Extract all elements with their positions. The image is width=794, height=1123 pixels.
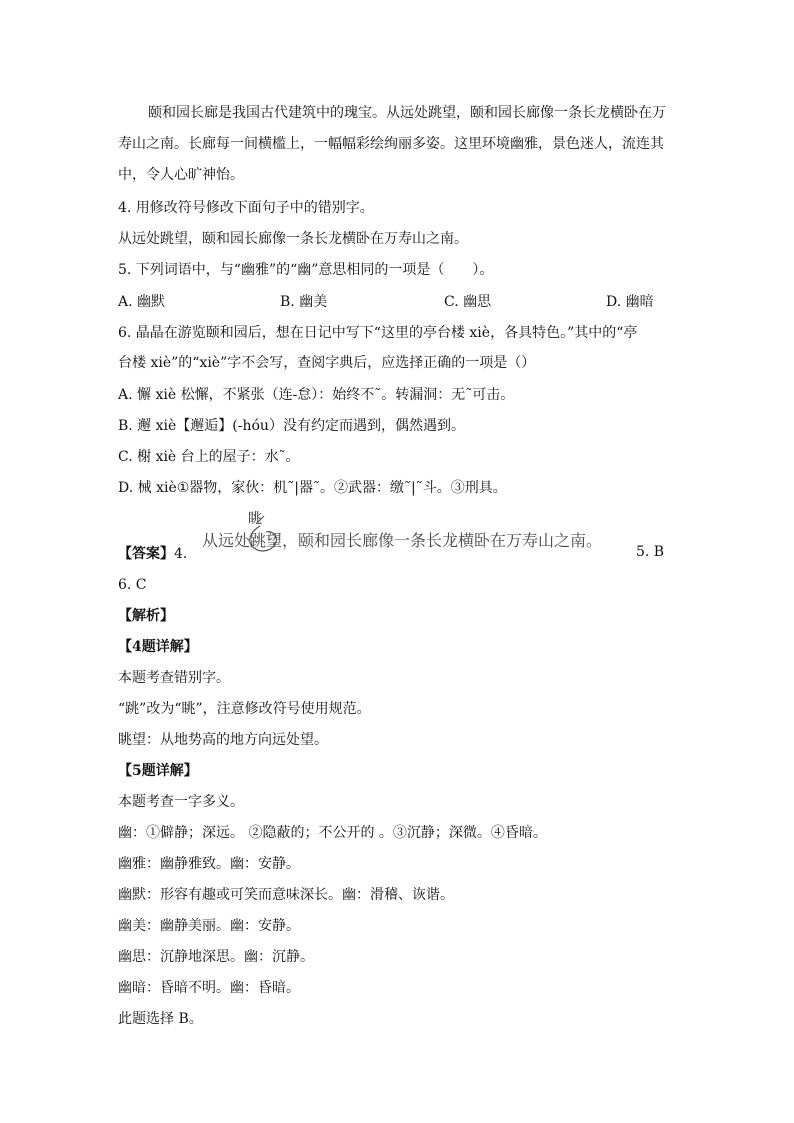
question-5-option-b: B. 幽美 — [280, 294, 328, 310]
correction-character: 眺 — [248, 511, 262, 527]
answer-4-correction-graphic — [194, 508, 614, 556]
question-4-title: 4. 用修改符号修改下面句子中的错别字。 — [118, 200, 374, 216]
analysis-5-heading: 【5题详解】 — [118, 763, 198, 779]
analysis-5-line-3: 幽雅：幽静雅致。幽：安静。 — [118, 856, 300, 872]
question-5-option-d: D. 幽暗 — [606, 294, 654, 310]
analysis-5-line-6: 幽思：沉静地深思。幽：沉静。 — [118, 949, 314, 965]
analysis-4-line-1: 本题考查错别字。 — [118, 670, 230, 686]
analysis-5-line-2: 幽：①僻静；深远。 ②隐蔽的；不公开的 。③沉静；深微。④昏暗。 — [118, 825, 547, 841]
analysis-5-line-8: 此题选择 B。 — [118, 1011, 203, 1027]
reading-passage: 颐和园长廊是我国古代建筑中的瑰宝。从远处跳望，颐和园长廊像一条长龙横卧在万寿山之南。长廊每一间横槛上，一幅幅彩绘绚丽多姿。这里环境幽雅，景色迷人，流连其中，令人心旷神怡。 — [118, 105, 666, 183]
question-5-option-c: C. 幽思 — [444, 294, 492, 310]
question-5-option-a: A. 幽默 — [118, 294, 166, 310]
answer-label-text: 【答案】 — [118, 546, 174, 562]
question-4-sentence: 从远处跳望，颐和园长廊像一条长龙横卧在万寿山之南。 — [118, 231, 468, 247]
question-6-option-b: B. 邂 xiè【邂逅】(-hóu）没有约定而遇到，偶然遇到。 — [118, 418, 465, 434]
analysis-5-line-1: 本题考查一字多义。 — [118, 794, 244, 810]
question-6-option-a: A. 懈 xiè 松懈，不紧张（连-怠）：始终不˜。转漏洞：无˜可击。 — [118, 387, 515, 403]
analysis-5-line-4: 幽默：形容有趣或可笑而意味深长。幽：滑稽、诙谐。 — [118, 887, 454, 903]
question-6-title-line2: 台楼 xiè”的“xiè”字不会写，查阅字典后，应选择正确的一项是（） — [118, 355, 536, 371]
question-6-option-c: C. 榭 xiè 台上的屋子：水˜。 — [118, 449, 300, 465]
answer-4-number: 4. — [174, 546, 188, 562]
answer-6: 6. C — [118, 577, 147, 593]
analysis-4-line-3: 眺望：从地势高的地方向远处望。 — [118, 732, 328, 748]
question-5-title: 5. 下列词语中，与“幽雅”的“幽”意思相同的一项是（ ）。 — [118, 262, 494, 278]
analysis-label: 【解析】 — [118, 608, 174, 624]
analysis-5-line-5: 幽美：幽静美丽。幽：安静。 — [118, 918, 300, 934]
analysis-4-line-2: “跳”改为“眺”，注意修改符号使用规范。 — [118, 701, 371, 717]
question-6-option-d: D. 械 xiè①器物，家伙：机˜|器˜。②武器：缴˜|˜斗。③刑具。 — [118, 480, 507, 496]
question-5-options — [118, 291, 678, 311]
answer-label — [118, 544, 187, 564]
correction-sentence: 从远处跳望，颐和园长廊像一条长龙横卧在万寿山之南。 — [202, 531, 603, 550]
analysis-4-heading: 【4题详解】 — [118, 639, 198, 655]
analysis-5-line-7: 幽暗：昏暗不明。幽：昏暗。 — [118, 980, 300, 996]
answer-5: 5. B — [636, 544, 665, 560]
question-6-title-line1: 6. 晶晶在游览颐和园后，想在日记中写下“这里的亭台楼 xiè，各具特色。”其中的“亭 — [118, 325, 638, 341]
